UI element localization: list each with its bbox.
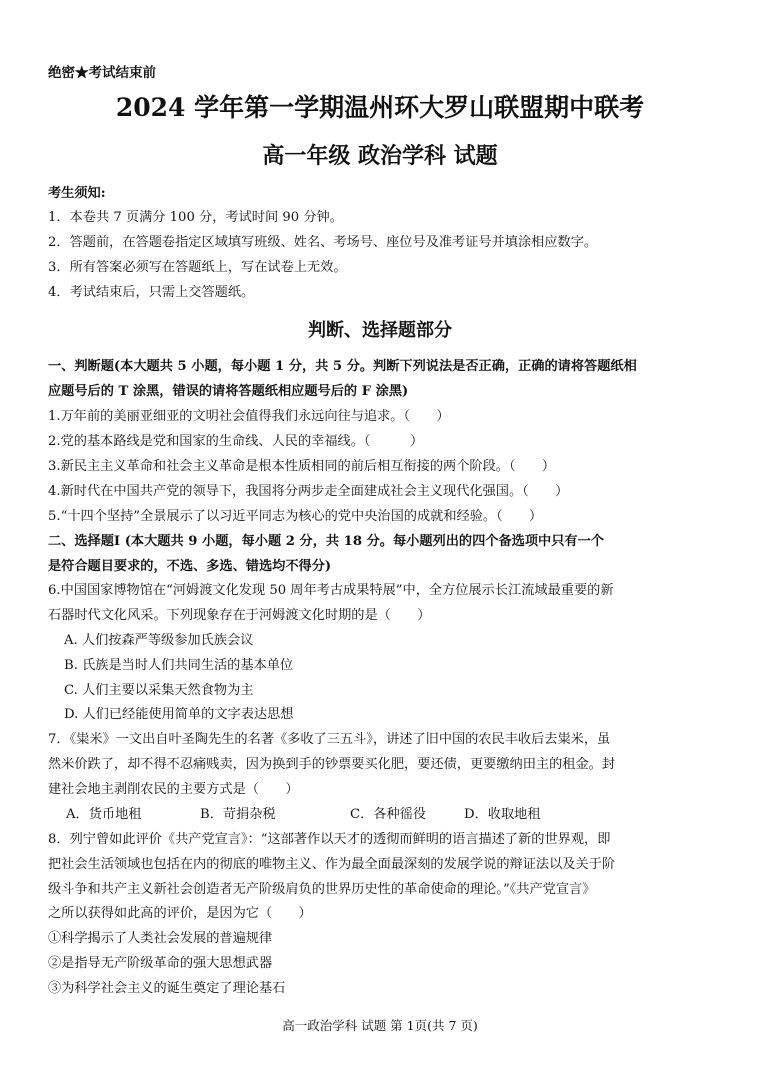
option-a: A. 人们按森严等级参加氏族会议	[64, 633, 254, 648]
part1-heading: 一、判断题(本大题共 5 小题，每小题 1 分，共 5 分。判断下列说法是否正确，正确的请将答题纸相	[48, 359, 637, 374]
notice-item: 4．考试结束后，只需上交答题纸。	[48, 285, 255, 300]
part1-heading: 应题号后的 T 涂黑，错误的请将答题纸相应题号后的 F 涂黑)	[48, 384, 409, 399]
judgement-question: 4.新时代在中国共产党的领导下，我国将分两步走全面建成社会主义现代化强国。（ ）	[48, 484, 569, 499]
question-8-stem: 把社会生活领域也包括在内的彻底的唯物主义、作为最全面最深刻的发展学说的辩证法以及关于阶	[48, 857, 616, 872]
option-a: A．货币地租	[66, 807, 142, 822]
option-d: D．收取地租	[464, 807, 541, 822]
question-7-stem: 建社会地主剥削农民的主要方式是（ ）	[48, 782, 299, 797]
judgement-question: 1.万年前的美丽亚细亚的文明社会值得我们永远向往与追求。（ ）	[48, 409, 450, 424]
option-b: B．苛捐杂税	[200, 807, 276, 822]
section-title: 判断、选择题部分	[308, 320, 452, 341]
notice-heading: 考生须知:	[48, 186, 106, 201]
notice-item: 3．所有答案必须写在答题纸上，写在试卷上无效。	[48, 260, 347, 275]
part2-heading: 是符合题目要求的，不选、多选、错选均不得分)	[48, 559, 332, 574]
statement-2: ②是指导无产阶级革命的强大思想武器	[48, 956, 273, 971]
question-6-stem: 石器时代文化风采。下列现象存在于河姆渡文化时期的是（ ）	[48, 608, 431, 623]
option-b: B. 氏族是当时人们共同生活的基本单位	[64, 658, 294, 673]
exam-subtitle: 高一年级 政治学科 试题	[262, 143, 498, 169]
part2-heading: 二、选择题Ⅰ (本大题共 9 小题，每小题 2 分，共 18 分。每小题列出的四个备选项中只有一个	[48, 534, 604, 549]
judgement-question: 2.党的基本路线是党和国家的生命线、人民的幸福线。（ ）	[48, 434, 424, 449]
statement-1: ①科学揭示了人类社会发展的普遍规律	[48, 931, 273, 946]
judgement-question: 5.“十四个坚持”全景展示了以习近平同志为核心的党中央治国的成就和经验。（ ）	[48, 509, 543, 524]
question-7-stem: 7．《粜米》一文出自叶圣陶先生的名著《多收了三五斗》，讲述了旧中国的农民丰收后去粜米，虽	[48, 732, 611, 747]
option-c: C. 人们主要以采集天然食物为主	[64, 683, 254, 698]
notice-item: 1．本卷共 7 页满分 100 分，考试时间 90 分钟。	[48, 210, 343, 225]
page-footer: 高一政治学科 试题 第 1页(共 7 页)	[282, 1018, 478, 1033]
question-8-stem: 之所以获得如此高的评价，是因为它（ ）	[48, 906, 312, 921]
judgement-question: 3.新民主主义革命和社会主义革命是根本性质相同的前后相互衔接的两个阶段。（ ）	[48, 459, 556, 474]
confidential-label: 绝密★考试结束前	[48, 65, 156, 81]
notice-item: 2．答题前，在答题卷指定区域填写班级、姓名、考场号、座位号及准考证号并填涂相应数字。	[48, 235, 598, 250]
statement-3: ③为科学社会主义的诞生奠定了理论基石	[48, 981, 286, 996]
question-7-options	[66, 806, 738, 824]
question-8-stem: 级斗争和共产主义新社会创造者无产阶级肩负的世界历史性的革命使命的理论。”《共产党宣言》	[48, 882, 596, 897]
question-7-stem: 然米价跌了，却不得不忍痛贱卖，因为换到手的钞票要买化肥，要还债，更要缴纳田主的租金。封	[48, 757, 616, 772]
option-c: C．各种徭役	[350, 807, 427, 822]
question-6-stem: 6.中国国家博物馆在“河姆渡文化发现 50 周年考古成果特展”中，全方位展示长江流域最重要的新	[48, 583, 614, 598]
exam-title: 2024 学年第一学期温州环大罗山联盟期中联考	[115, 93, 645, 122]
question-8-stem: 8．列宁曾如此评价《共产党宣言》：“这部著作以天才的透彻而鲜明的语言描述了新的世界观，即	[48, 832, 611, 847]
option-d: D. 人们已经能使用简单的文字表达思想	[64, 707, 294, 722]
